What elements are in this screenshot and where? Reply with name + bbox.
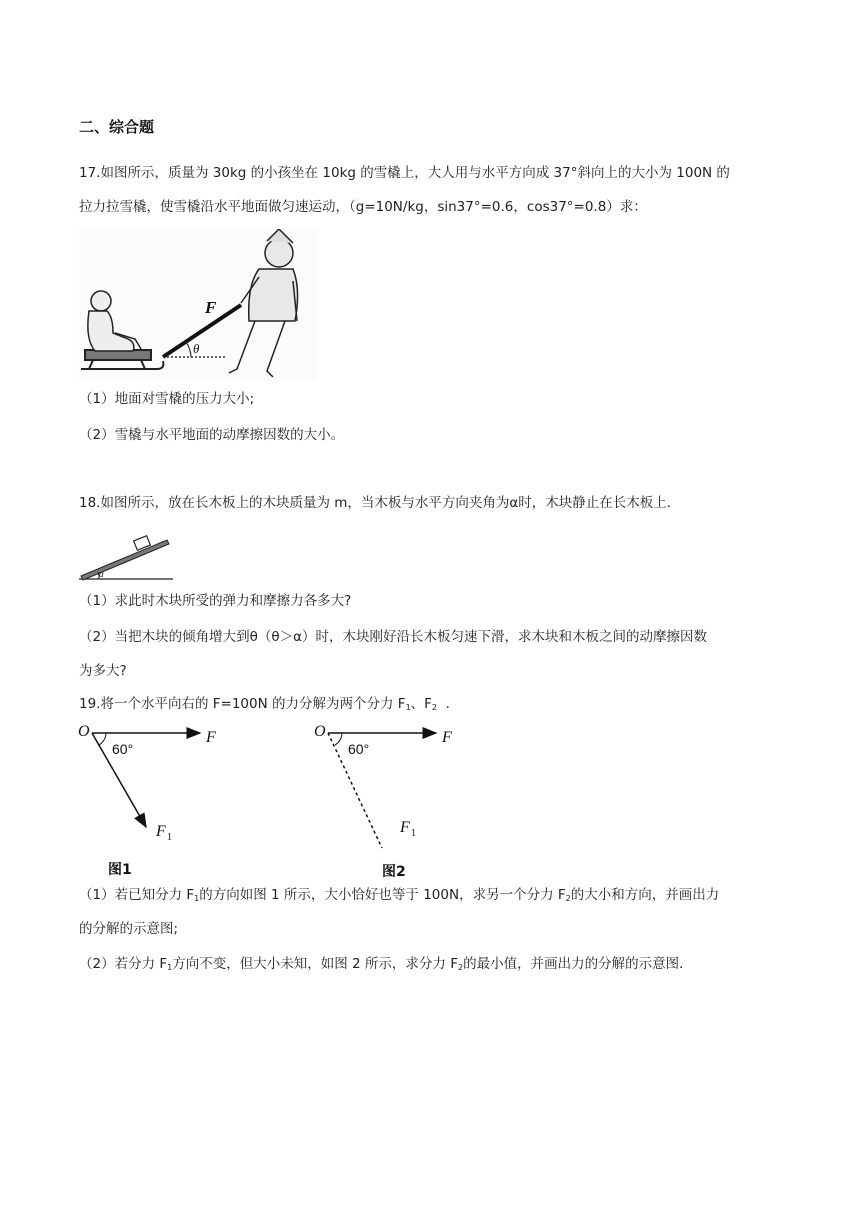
figure-caption: 图1 [108, 862, 132, 878]
angle-alpha-label: α [99, 569, 104, 579]
q19-sub2 [79, 954, 693, 978]
q19-sub1-sub-a: 1 [194, 894, 200, 903]
q19-stem-end: ． [445, 696, 460, 712]
q18-stem: 18.如图所示，放在长木板上的木块质量为 m，当木板与水平方向夹角为α时，木块静止在长木板上． [79, 495, 681, 511]
q19-stem-sub2: 2 [431, 703, 438, 712]
q19-sub1-line2: 的分解的示意图; [79, 921, 179, 937]
q19-sub2-sub-b: 2 [457, 963, 464, 972]
q19-sub2-c: 的最小值，并画出力的分解的示意图． [463, 956, 693, 972]
q19-figure-2 [312, 720, 462, 882]
q18-sub1: （1）求此时木块所受的弹力和摩擦力各多大? [79, 593, 352, 609]
origin-label: O [314, 723, 326, 740]
component-label: F [400, 819, 410, 836]
q19-sub2-b: 方向不变，但大小未知，如图 2 所示，求分力 F [172, 956, 458, 972]
figure-caption: 图2 [382, 864, 406, 880]
q19-sub1-b: 的方向如图 1 所示，大小恰好也等于 100N，求另一个分力 F [199, 887, 566, 903]
q19-figure-1 [78, 720, 218, 880]
q18-sub2-line2: 为多大? [79, 663, 127, 679]
component-label: F [156, 823, 166, 840]
q19-sub1-a: （1）若已知分力 F [79, 887, 195, 903]
force-label: F [442, 729, 452, 746]
section-heading: 二、综合题 [79, 118, 155, 136]
q19-sub1-c: 的大小和方向，并画出力 [570, 887, 720, 903]
angle-label: 60° [112, 741, 134, 757]
q19-sub1-sub-b: 2 [565, 894, 571, 903]
q19-sub1-line1 [79, 885, 719, 909]
q17-sled-figure [79, 229, 317, 381]
force-label: F [205, 298, 217, 317]
q17-sub2: （2）雪橇与水平地面的动摩擦因数的大小。 [79, 427, 345, 443]
q19-stem-sep: 、F [410, 696, 432, 712]
q17-stem-line2: 拉力拉雪橇，使雪橇沿水平地面做匀速运动，（g=10N/kg，sin37°=0.6，cos37°=0.8）求： [79, 199, 647, 215]
q18-incline-figure [79, 522, 173, 582]
component-subscript: 1 [411, 828, 416, 839]
q18-sub2-line1: （2）当把木块的倾角增大到θ（θ＞α）时，木块刚好沿长木板匀速下滑，求木块和木板之间的动摩擦因数 [79, 629, 708, 645]
q17-sub1: （1）地面对雪橇的压力大小; [79, 391, 255, 407]
force-label: F [206, 729, 216, 746]
q19-stem [79, 694, 459, 718]
q19-stem-prefix: 19.将一个水平向右的 F=100N 的力分解为两个分力 F [79, 696, 406, 712]
q19-sub2-a: （2）若分力 F [79, 956, 168, 972]
component-subscript: 1 [167, 832, 172, 843]
q19-stem-sub1: 1 [405, 703, 411, 712]
angle-label: 60° [348, 741, 370, 757]
angle-label: θ [193, 341, 200, 356]
q17-stem-line1: 17.如图所示，质量为 30kg 的小孩坐在 10kg 的雪橇上，大人用与水平方向成 37°斜向上的大小为 100N 的 [79, 165, 730, 181]
origin-label: O [78, 723, 90, 740]
q19-sub2-sub-a: 1 [167, 963, 173, 972]
board-shape [81, 540, 169, 580]
